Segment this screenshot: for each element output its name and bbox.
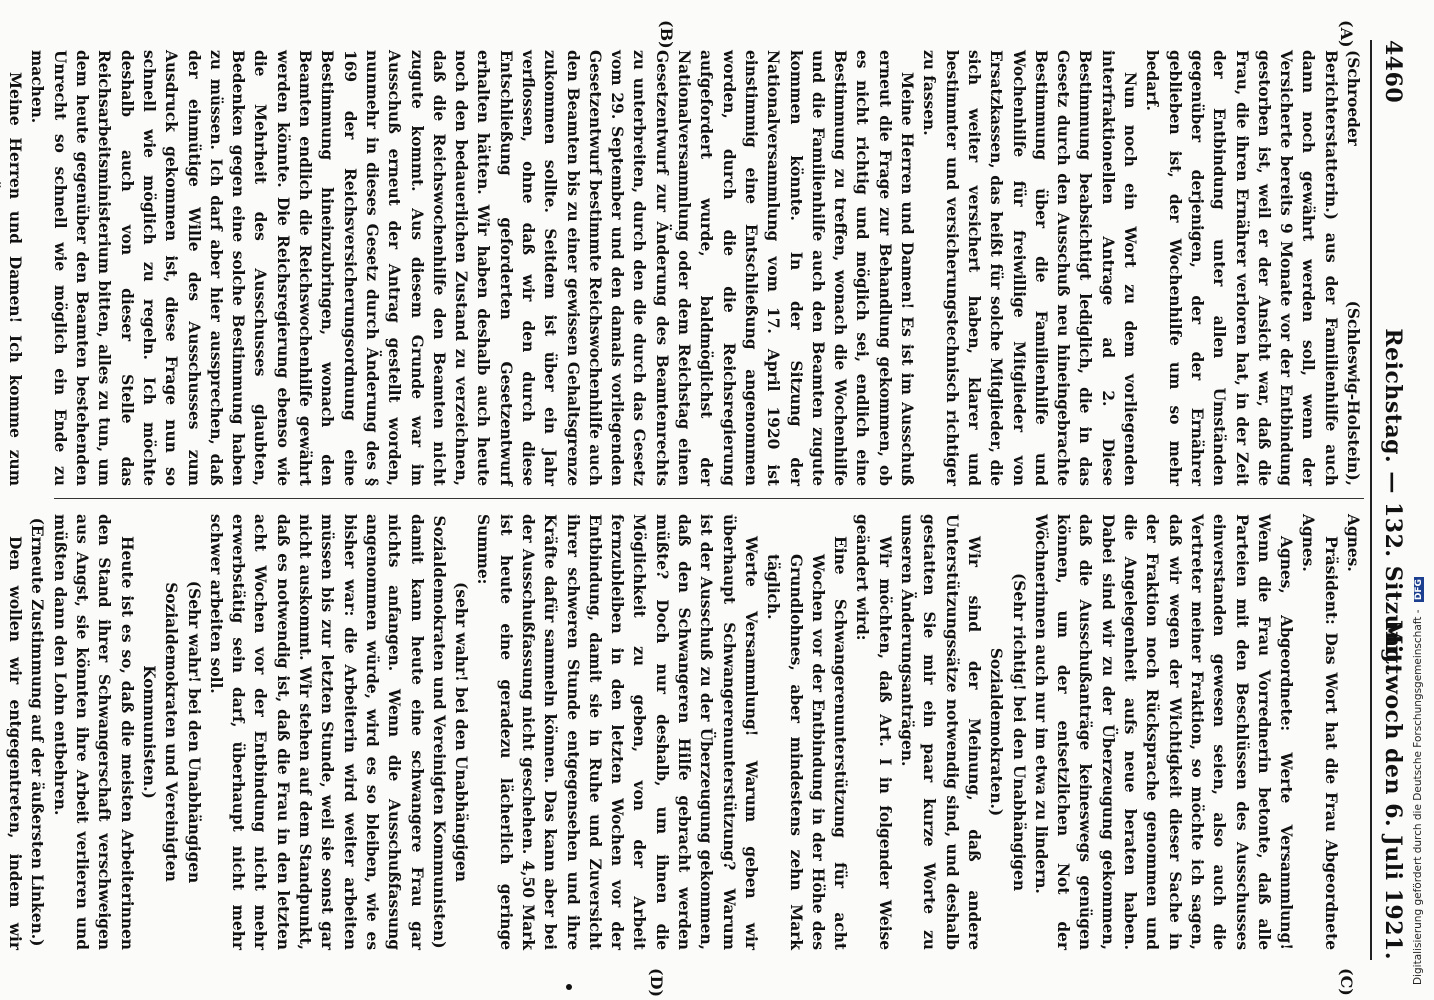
paragraph: Werte Versammlung! Warum geben wir überhaupt Schwangerenunterstützung? Warum ist der Ausschuß zu der Überzeugung gekommen, daß den Schwangeren Hilfe gebracht werden müßte? Doch nur deshalb, um ihnen die Möglichkeit zu geben, von der Arbeit fernzubleiben in den letzten Wochen vor der Entbindung, damit sie in Ruhe und Zuversicht ihrer schweren Stunde entgegensehen und ihre Kräfte dafür sammeln können. Das kann aber bei der Ausschußfassung nicht geschehen. 4,50 Mark ist heute eine geradezu lächerlich geringe Summe: bbox=[474, 514, 760, 950]
amendment-text: Eine Schwangerenunterstützung für acht Wochen vor der Entbindung in der Höhe des Grundlohnes, aber mindestens zehn Mark täglich. bbox=[764, 536, 850, 950]
interjection: (Erneute Zustimmung auf der äußersten Linken.) bbox=[28, 517, 47, 947]
page-header bbox=[1376, 40, 1406, 960]
session-title: Reichstag. — 132. Sitzung. bbox=[1380, 328, 1406, 672]
paragraph: damit kann heute eine schwangere Frau gar nichts anfangen. Wenn die Ausschußfassung angenommen würde, wird es so bleiben, wie es bisher war: die Arbeiterin wird weiter arbeiten müssen bis zur letzten Stunde, weil sie sonst gar nicht auskommt. Wir stehen auf dem Standpunkt, daß es notwendig ist, daß die Frau in den letzten acht Wochen vor der Entbindung nicht mehr erwerbstätig sein darf, überhaupt nicht mehr schwer arbeiten soll. bbox=[206, 514, 426, 950]
interjection: (Sehr richtig! bei den Unabhängigen Sozialdemokraten.) bbox=[987, 572, 1028, 892]
interjection: (Sehr wahr! bei den Unabhängigen Sozialdemokraten und Vereinigten Kommunisten.) bbox=[139, 580, 203, 884]
paragraph: Den wollen wir entgegentreten, indem wir bbox=[6, 536, 25, 950]
margin-dot bbox=[566, 984, 572, 990]
margin-mark-b: (B) bbox=[657, 20, 676, 49]
margin-mark-d: (D) bbox=[647, 968, 666, 998]
paragraph: Meine Herren und Damen! Ich komme zum bbox=[6, 72, 25, 486]
footer-credit: Digitalisierung gefördert durch die Deutsche Forschungsgemeinschaft - bbox=[1412, 609, 1424, 985]
paragraph: Agnes, Abgeordnete: Werte Versammlung! Wenn die Frau Vorrednerin betonte, daß alle Parteien mit den Beschlüssen des Ausschusses einverstanden gewesen seien, also auch die Vertreter meiner Fraktion, so möchte ich sagen, daß wir wegen der Wichtigkeit dieser Sache in der Fraktion noch Rücksprache genommen und die Angelegenheit aufs neue beraten haben. Dabei sind wir zu der Überzeugung gekommen, daß die Ausschußanträge keineswegs genügen können, um der entsetzlichen Not der Wöchnerinnen auch nur im etwa zu lindern. bbox=[1031, 514, 1296, 950]
paragraph: Nun noch ein Wort zu dem vorliegenden interfraktionellen Antrage ad 2. Diese Bestimmung beabsichtigt lediglich, die in das Gesetz durch den Ausschuß neu hineingebrachte Bestimmung über die Familienhilfe und Wochenhilfe für freiwillige Mitglieder von Ersatzkassen, das heißt für solche Mitglieder, die sich weiter versichert haben, klarer und bestimmter und versicherungstechnisch richtiger zu fassen. bbox=[920, 50, 1140, 486]
header-rule bbox=[1370, 40, 1372, 960]
paragraph: Wir sind der Meinung, daß andere Unterstützungssätze notwendig sind, und deshalb gestatten Sie mir ein paar kurze Worte zu unseren Änderungsanträgen. bbox=[898, 514, 983, 950]
paragraph: Wir möchten, daß Art. I in folgender Weise geändert wird: bbox=[853, 514, 894, 950]
dfg-logo: DFG bbox=[1414, 579, 1424, 601]
paragraph: Präsident: Das Wort hat die Frau Abgeordnete Agnes. bbox=[1299, 514, 1340, 950]
session-date: Mittwoch den 6. Juli 1921. bbox=[1380, 619, 1406, 960]
page-number: 4460 bbox=[1380, 40, 1406, 104]
paragraph: (Schroeder (Schleswig-Holstein), Berichterstatterin.) aus der Familienhilfe auch dann noch gewährt werden soll, wenn der Versicherte bereits 9 Monate vor der Entbindung gestorben ist, weil er der Ansicht war, daß die Frau, die ihren Ernährer verloren hat, in der Zeit der Entbindung unter allen Umständen gegenüber derjenigen, der der Ernährer geblieben ist, der Wochenhilfe um so mehr bedarf. bbox=[1143, 50, 1362, 486]
margin-mark-c: (C) bbox=[1337, 968, 1356, 996]
left-column bbox=[0, 50, 1364, 486]
digitization-footer bbox=[1410, 0, 1434, 1000]
margin-mark-a: (A) bbox=[1337, 20, 1356, 48]
paragraph: Agnes. bbox=[1344, 514, 1362, 572]
paragraph: Heute ist es so, daß die meisten Arbeiterinnen den Stand ihrer Schwangerschaft verschweigen aus Angst, sie könnten ihre Arbeit verlieren und müßten dann den Lohn entbehren. bbox=[50, 514, 136, 950]
interjection: (sehr wahr! bei den Unabhängigen Sozialdemokraten und Vereinigten Kommunisten) bbox=[429, 515, 471, 949]
paragraph: Meine Herren und Damen! Es ist im Ausschuß erneut die Frage zur Behandlung gekommen, ob es nicht richtig und möglich sei, endlich eine Bestimmung zu treffen, wonach die Wochenhilfe und die Familienhilfe auch den Beamten zugute kommen könnte. In der Sitzung der Nationalversammlung vom 17. April 1920 ist einstimmig eine Entschließung angenommen worden, durch die die Reichsregierung aufgefordert wurde, baldmöglichst der Nationalversammlung oder dem Reichstag einen Gesetzentwurf zur Änderung des Beamtenrechts zu unterbreiten, durch den die durch das Gesetz vom 29. September und den damals vorliegenden Gesetzentwurf bestimmte Reichswochenhilfe auch den Beamten bis zu einer gewissen Gehaltsgrenze zukommen sollte. Seitdem ist über ein Jahr verflossen, ohne daß wir den durch diese Entschließung geforderten Gesetzentwurf erhalten hätten. Wir haben deshalb auch heute noch den bedauerlichen Zustand zu verzeichnen, daß die Reichswochenhilfe den Beamten nicht zugute kommt. Aus diesem Grunde war im Ausschuß erneut der Antrag gestellt worden, nunmehr in dieses Gesetz durch Änderung des § 169 der Reichsversicherungsordnung eine Bestimmung hineinzubringen, wonach den Beamten endlich die Reichswochenhilfe gewährt werden könnte. Die Reichsregierung ebenso wie die Mehrheit des Ausschusses glaubten, Bedenken gegen eine solche Bestimmung haben zu müssen. Ich darf aber hier aussprechen, daß der einmütige Wille des Ausschusses zum Ausdruck gekommen ist, diese Frage nun so schnell wie möglich zu regeln. Ich möchte deshalb auch von dieser Stelle das Reichsarbeitsministerium bitten, alles zu tun, um dem heute gegenüber den Beamten bestehenden Unrecht so schnell wie möglich ein Ende zu machen. bbox=[28, 50, 917, 486]
column-divider bbox=[54, 498, 1364, 499]
right-column bbox=[0, 514, 1364, 950]
